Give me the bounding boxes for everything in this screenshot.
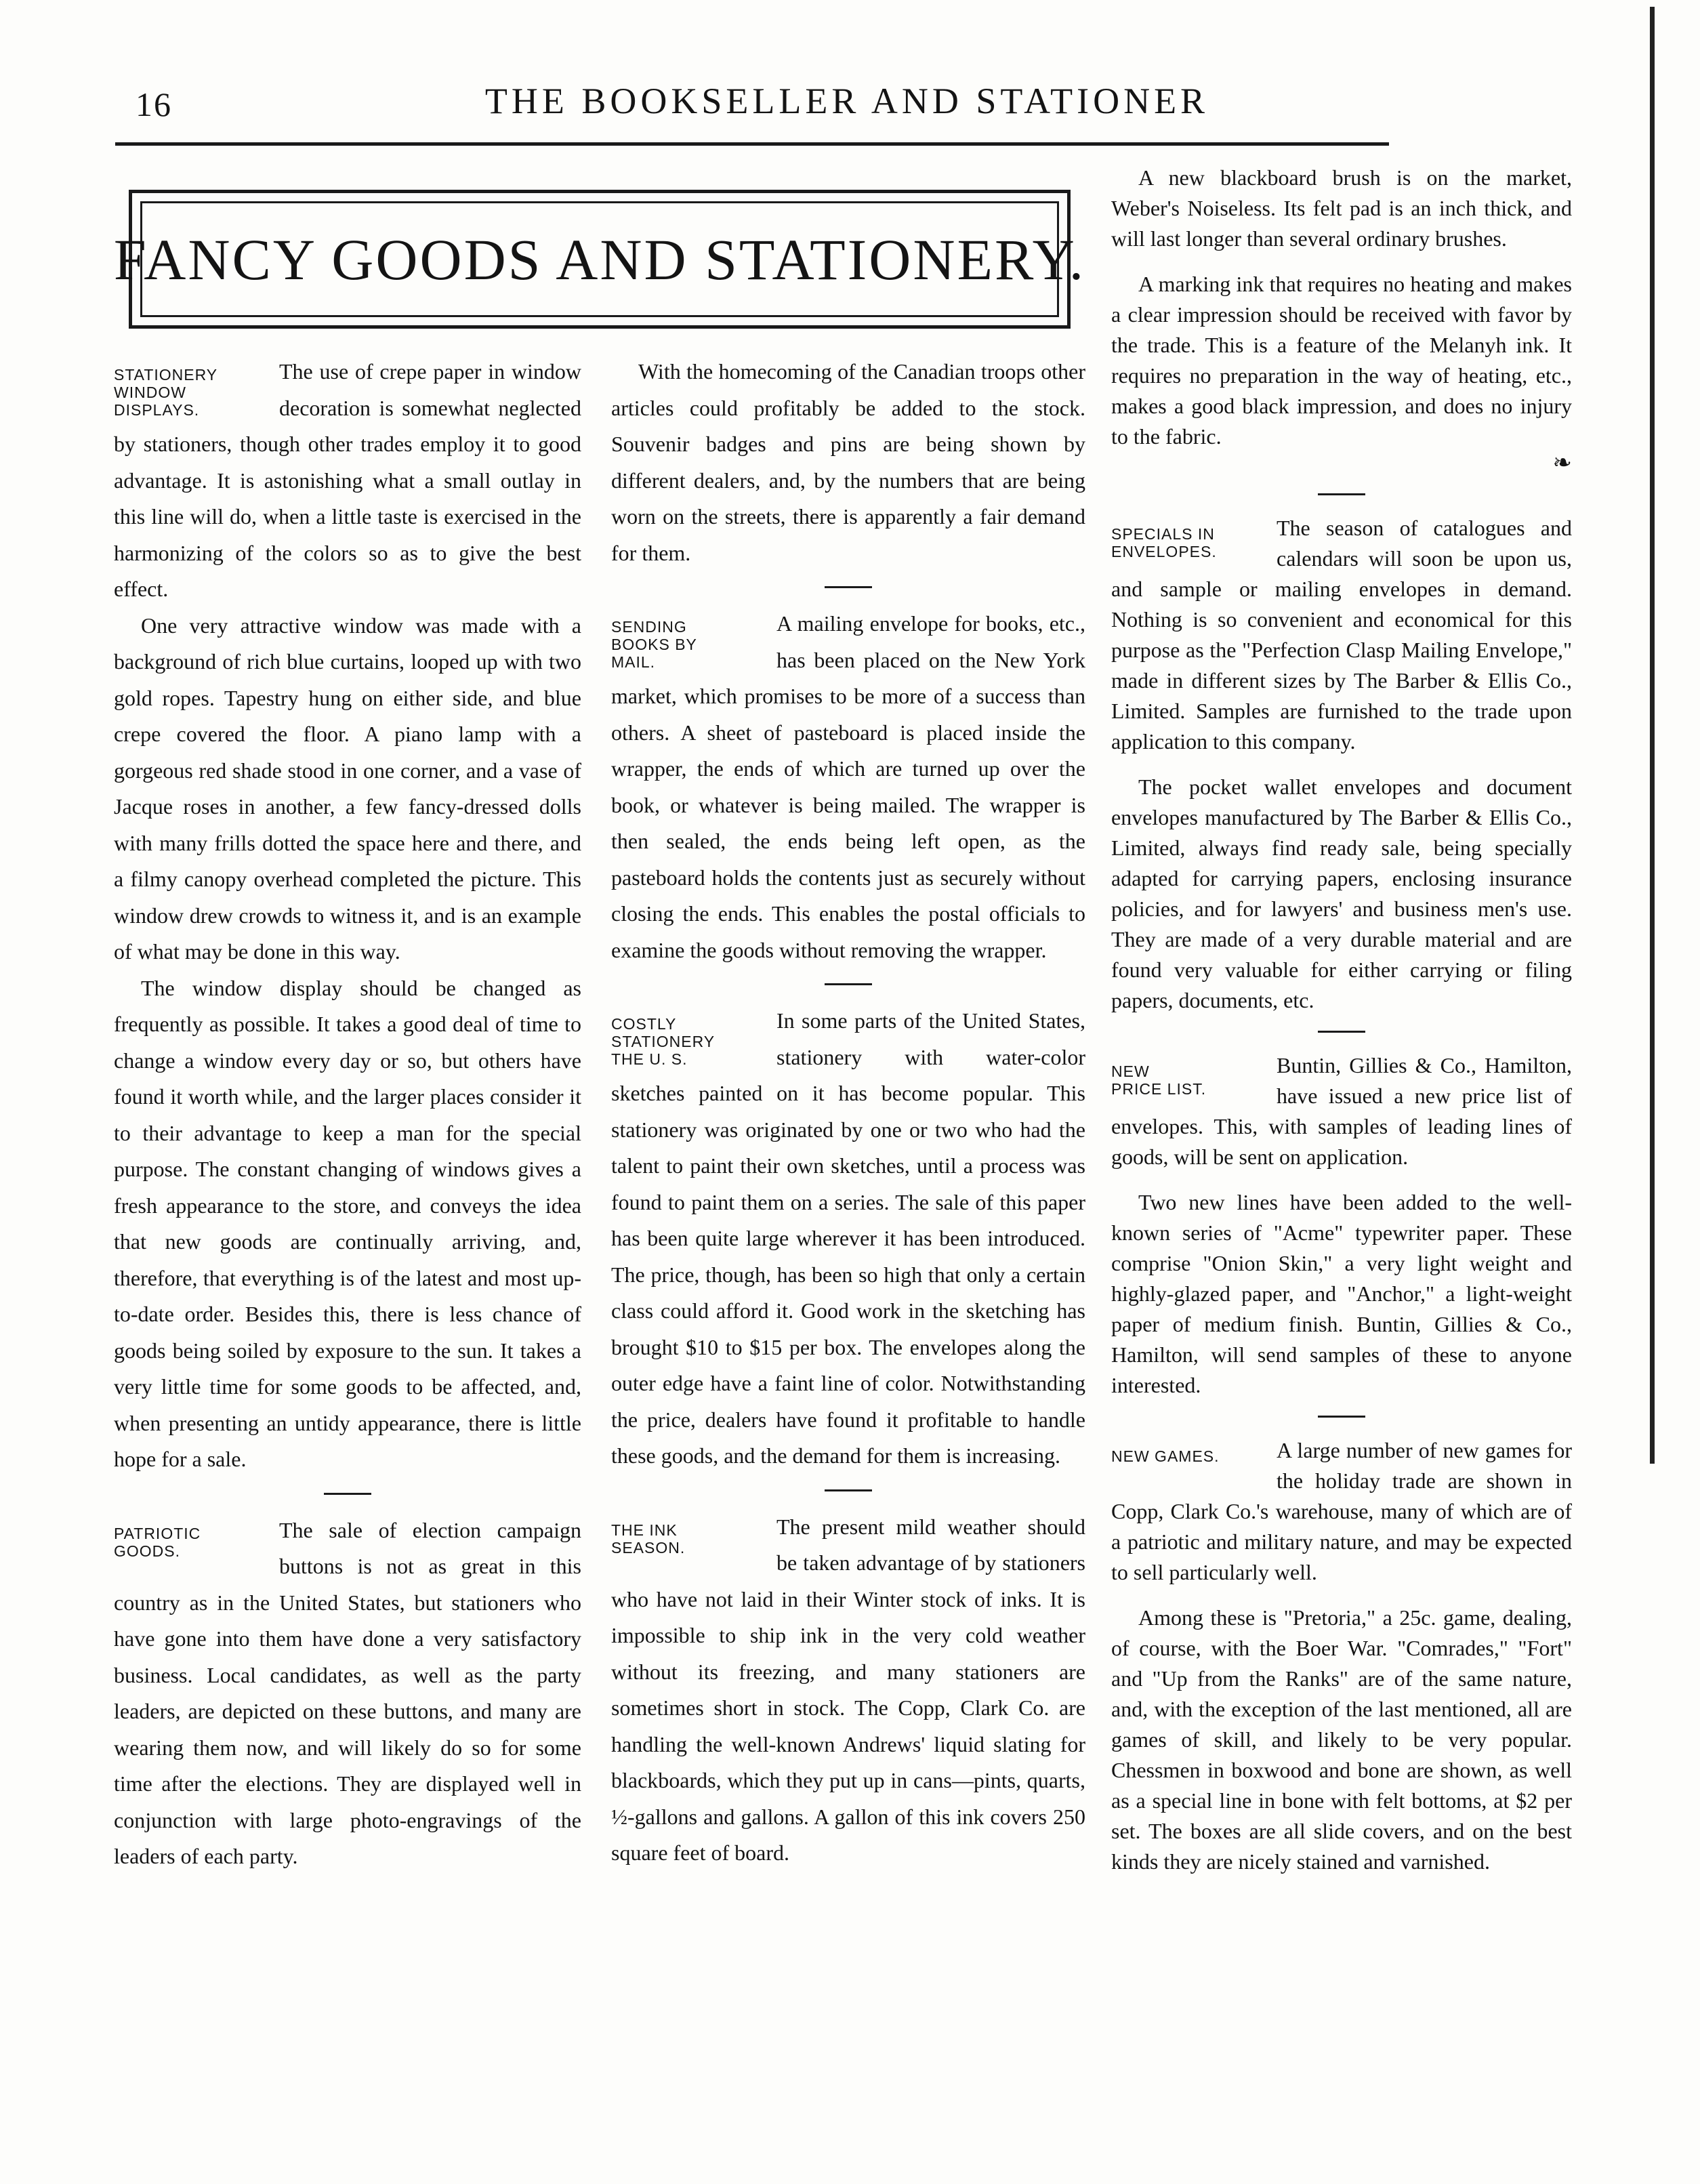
side-heading-new-price-list: NEW PRICE LIST. (1111, 1063, 1207, 1098)
section-title: FANCY GOODS AND STATIONERY. (113, 226, 1086, 292)
side-heading-the-ink-season: THE INK SEASON. (611, 1521, 686, 1557)
paragraph-gap (1111, 757, 1572, 772)
article-paragraph: The use of crepe paper in window decoration is somewhat neglected by stationers, though other trades employ it to good advantage. It is astonishing what a small outlay in this line will do, when a little taste is exercised in the harmonizing of the colors so as to give the best effect. (114, 359, 581, 601)
article-paragraph: The season of catalogues and calendars will soon be upon us, and sample or mailing envelopes in demand. Nothing is so convenient and economical for this purpose as the "Perfection Clasp Mailing Envelope," made in different sizes by The Barber & Ellis Co., Limited. Samples are furnished to the trade upon application to this company. (1111, 516, 1572, 754)
section-divider (1318, 1031, 1365, 1033)
section-title-box (113, 190, 1086, 329)
page-edge-mark (1650, 7, 1655, 1464)
side-heading-costly-stationery: COSTLY STATIONERY THE U. S. (611, 1015, 716, 1068)
running-title: THE BOOKSELLER AND STATIONER (484, 81, 1209, 121)
section-divider (1318, 1416, 1365, 1418)
side-heading-stationery-window-displays: STATIONERY WINDOW DISPLAYS. (114, 366, 218, 419)
column-3 (1111, 163, 1572, 1877)
article-paragraph: A marking ink that requires no heating and makes a clear impression should be received with favor by the trade. This is a feature of the Melanyh ink. It requires no preparation in the way of heating, etc., makes a good black impression, and does no injury to the fabric. (1111, 272, 1572, 449)
paragraph-gap (1111, 254, 1572, 269)
section-divider (825, 1489, 872, 1491)
section-title-frame (113, 201, 1086, 317)
article-paragraph: Buntin, Gillies & Co., Hamilton, have issued a new price list of envelopes. This, with samples of leading lines of goods, will be sent on application. (1111, 1053, 1572, 1169)
article-paragraph: Two new lines have been added to the well-known series of "Acme" typewriter paper. These comprise "Onion Skin," a very light weight and highly-glazed paper, and "Anchor," a light-weight paper of medium finish. Buntin, Gillies & Co., Hamilton, will send samples of these to anyone interested. (1111, 1190, 1572, 1397)
article-paragraph: The window display should be changed as frequently as possible. It takes a good deal of time to change a window every day or so, but others have found it worth while, and the larger places consider it to their advantage to keep a man for the special purpose. The constant changing of windows gives a fresh appearance to the store, and conveys the idea that new goods are continually arriving, and, therefore, that everything is of the latest and most up-to-date order. Besides this, there is less chance of goods being soiled by exposure to the sun. It takes a very little time for some goods to be affected, and, when presenting an untidy appearance, there is little hope for a sale. (114, 975, 581, 1471)
page-number: 16 (136, 85, 172, 123)
article-paragraph: A large number of new games for the holiday trade are shown in Copp, Clark Co.'s warehouse, many of which are of a patriotic and military nature, and may be expected to sell particularly well. (1111, 1438, 1572, 1584)
column-1 (114, 354, 581, 1875)
side-heading-new-games: NEW GAMES. (1111, 1447, 1220, 1465)
article-paragraph: A new blackboard brush is on the market, Weber's Noiseless. Its felt pad is an inch thick, and will last longer than several ordinary brushes. (1111, 165, 1572, 251)
article-paragraph: One very attractive window was made with a background of rich blue curtains, looped up with two gold ropes. Tapestry hung on either side, and blue crepe covered the floor. A piano lamp with a gorgeous red shade stood in one corner, and a vase of Jacque roses in another, a few fancy-dressed dolls with many frills dotted the space here and there, and a filmy canopy overhead completed the picture. This window drew crowds to witness it, and is an example of what may be done in this way. (114, 613, 581, 964)
article-paragraph: In some parts of the United States, stationery with water-color sketches painted on it has become popular. This stationery was originated by one or two who had the talent to paint their own sketches, until a process was found to paint them on a series. The sale of this paper has been quite large wherever it has been introduced. The price, though, has been so high that only a certain class could afford it. Good work in the sketching has brought $10 to $15 per box. The envelopes along the outer edge have a faint line of color. Notwithstanding the price, dealers have found it profitable to handle these goods, and the demand for them is increasing. (611, 1008, 1085, 1468)
article-paragraph: The present mild weather should be taken advantage of by stationers who have not laid in their Winter stock of inks. It is impossible to ship ink in the very cold weather without its freezing, and many stationers are sometimes short in stock. The Copp, Clark Co. are handling the well-known Andrews' liquid slating for blackboards, which they put up in cans—pints, quarts, ½-gallons and gallons. A gallon of this ink covers 250 square feet of board. (611, 1514, 1085, 1865)
paragraph-gap (1111, 1172, 1572, 1187)
section-divider (1318, 493, 1365, 495)
section-divider (825, 586, 872, 588)
header-rule (115, 142, 1389, 146)
fleuron-icon: ❧ (1552, 451, 1572, 476)
article-paragraph: Among these is "Pretoria," a 25c. game, dealing, of course, with the Boer War. "Comrades," "Fort" and "Up from the Ranks" are of the same nature, and, with the exception of the last mentioned, all are games of skill, and likely to be very popular. Chessmen in boxwood and bone are shown, as well as a special line in bone with felt bottoms, at $2 per set. The boxes are all slide covers, and on the best kinds they are nicely stained and varnished. (1111, 1605, 1572, 1874)
side-heading-specials-in-envelopes: SPECIALS IN ENVELOPES. (1111, 525, 1217, 560)
section-divider (324, 1493, 371, 1495)
article-paragraph: The sale of election campaign buttons is not as great in this country as in the United States, but stationers who have gone into them have done a very satisfactory business. Local candidates, as well as the party leaders, are depicted on these buttons, and many are wearing them now, and will likely do so for some time after the elections. They are displayed well in conjunction with large photo-engravings of the leaders of each party. (114, 1517, 581, 1868)
article-paragraph: A mailing envelope for books, etc., has been placed on the New York market, which promises to be more of a success than others. A sheet of pasteboard is placed inside the wrapper, the ends of which are turned up over the book, or whatever is being mailed. The wrapper is then sealed, the ends being left open, as the pasteboard holds the contents just as securely without closing the ends. This enables the postal officials to examine the goods without removing the wrapper. (611, 611, 1085, 962)
side-heading-sending-books-by-mail: SENDING BOOKS BY MAIL. (611, 618, 697, 671)
article-paragraph: The pocket wallet envelopes and document envelopes manufactured by The Barber & Ellis Co., Limited, always find ready sale, being specially adapted for carrying papers, enclosing insurance policies, and for lawyers' and business men's use. They are made of a very durable material and are found very valuable for either carrying or filing papers, documents, etc. (1111, 775, 1572, 1012)
section-divider (825, 983, 872, 985)
paragraph-gap (1111, 1588, 1572, 1603)
column-2 (611, 354, 1085, 1872)
article-paragraph: With the homecoming of the Canadian troops other articles could profitably be added to the stock. Souvenir badges and pins are being shown by different dealers, and, by the numbers that are being worn on the streets, there is apparently a fair demand for them. (611, 359, 1085, 565)
side-heading-patriotic-goods: PATRIOTIC GOODS. (114, 1524, 201, 1560)
